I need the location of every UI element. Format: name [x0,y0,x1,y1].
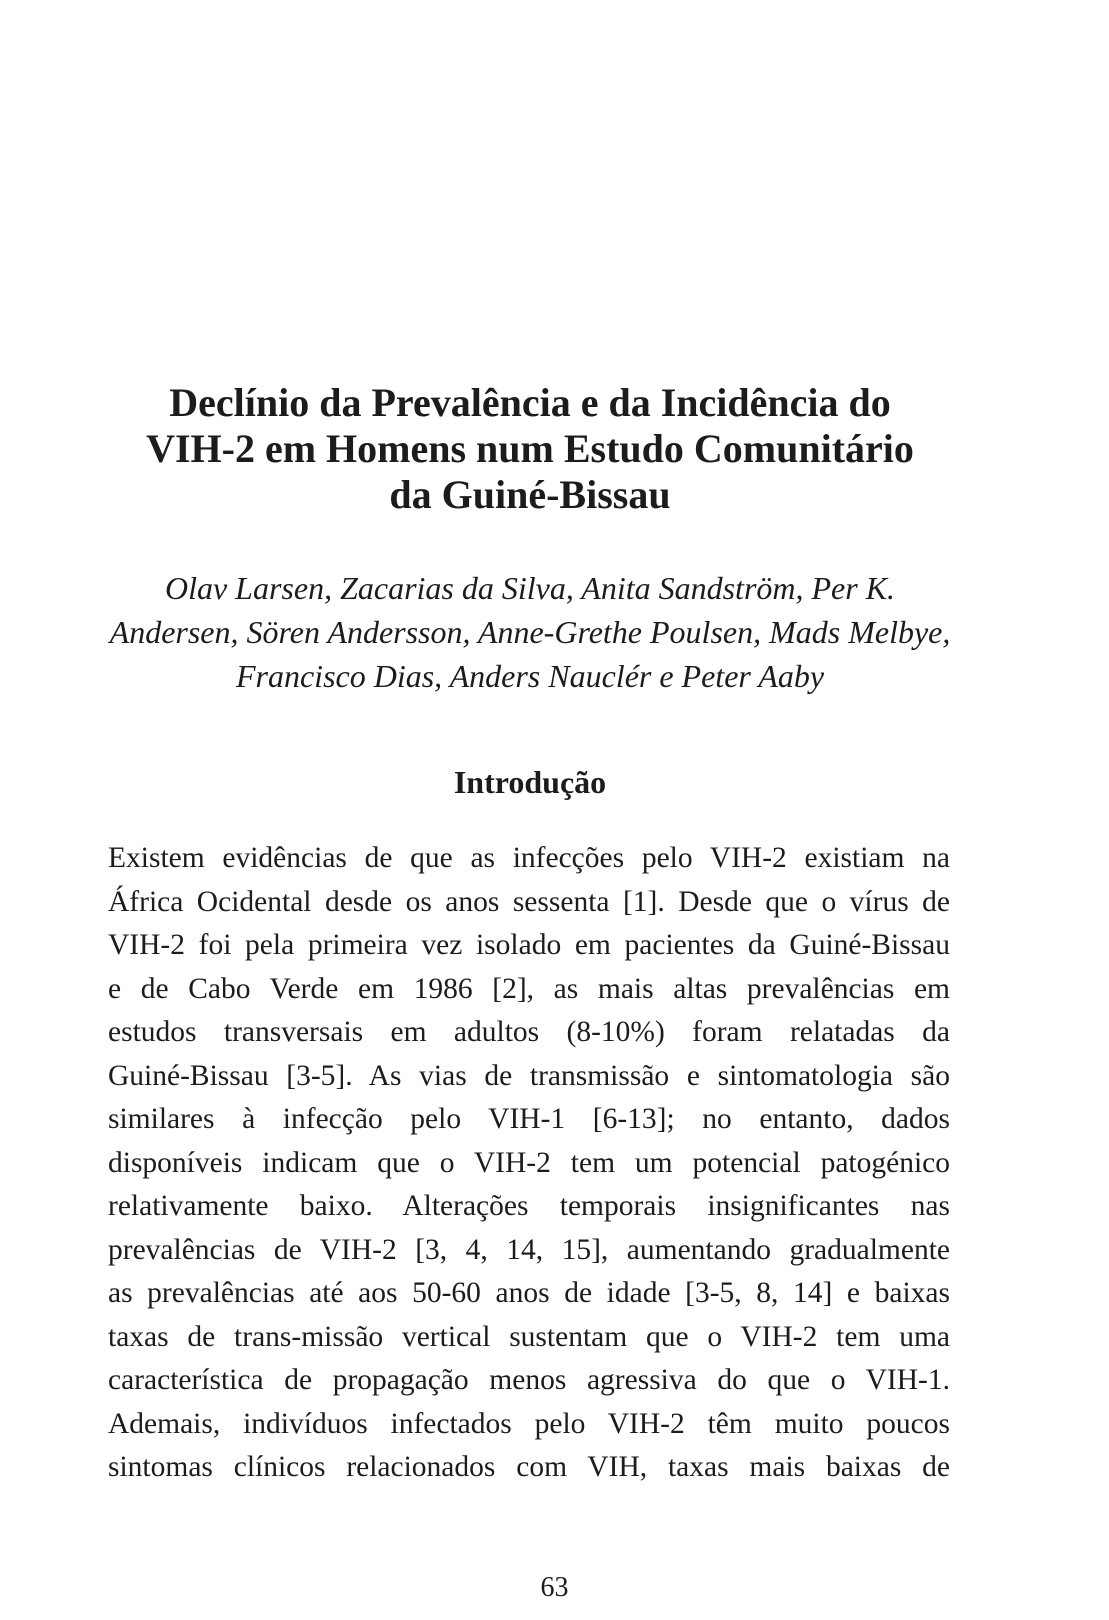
body-text [108,837,950,1490]
title-line: da Guiné-Bissau [389,472,671,517]
title-line: Declínio da Prevalência e da Incidência do [169,380,891,425]
title-line: VIH-2 em Homens num Estudo Comunitário [146,426,914,471]
section-heading: Introdução [453,764,607,800]
body-line: estudos transversais em adultos (8-10%) foram relatadas da [108,1016,950,1048]
body-line: Guiné-Bissau [3-5]. As vias de transmissão e sintomatologia são [108,1059,950,1092]
article-title [100,380,960,518]
author-line: Francisco Dias, Anders Nauclér e Peter Aaby [235,658,825,694]
body-line: taxas de trans-missão vertical sustentam que o VIH-2 tem uma [108,1320,950,1353]
body-line: África Ocidental desde os anos sessenta [1]. Desde que o vírus de [108,885,950,918]
body-line: e de Cabo Verde em 1986 [2], as mais altas prevalências em [108,972,950,1005]
page-number: 63 [540,1572,569,1603]
body-line: Ademais, indivíduos infectados pelo VIH-2 têm muito poucos [108,1407,950,1440]
body-line: relativamente baixo. Alterações temporais insignificantes nas [108,1190,950,1222]
body-line: VIH-2 foi pela primeira vez isolado em pacientes da Guiné-Bissau [108,929,950,961]
body-line: sintomas clínicos relacionados com VIH, taxas mais baixas de [108,1451,950,1483]
body-line: disponíveis indicam que o VIH-2 tem um potencial patogénico [108,1146,950,1179]
body-line: similares à infecção pelo VIH-1 [6-13]; no entanto, dados [108,1103,950,1135]
author-list [80,566,980,698]
body-line: prevalências de VIH-2 [3, 4, 14, 15], aumentando gradualmente [108,1233,950,1266]
body-line: Existem evidências de que as infecções pelo VIH-2 existiam na [108,842,950,874]
author-line: Andersen, Sören Andersson, Anne-Grethe Poulsen, Mads Melbye, [109,614,951,650]
body-line: característica de propagação menos agressiva do que o VIH-1. [108,1364,950,1396]
body-line: as prevalências até aos 50-60 anos de idade [3-5, 8, 14] e baixas [108,1277,950,1309]
author-line: Olav Larsen, Zacarias da Silva, Anita Sandström, Per K. [164,570,896,606]
